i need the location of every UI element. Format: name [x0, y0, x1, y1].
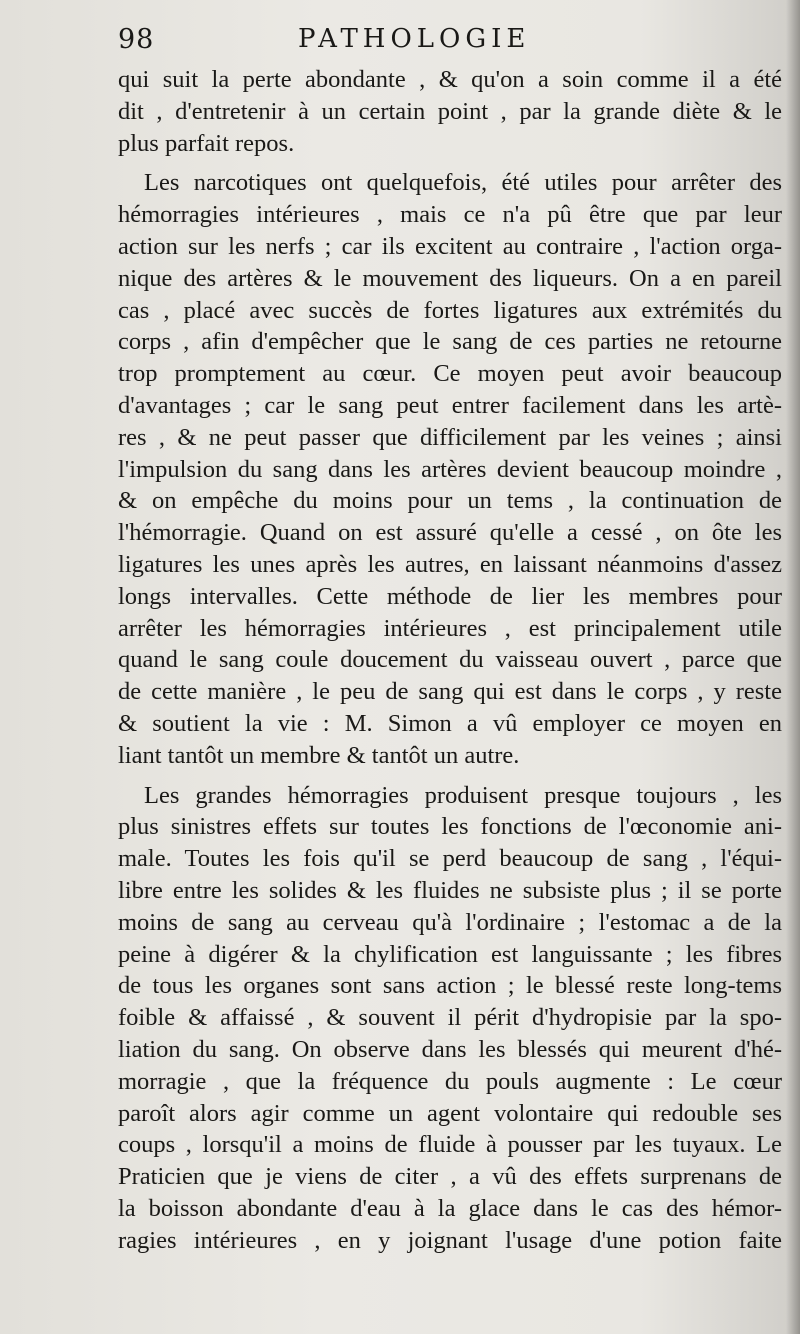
text-line: & on empêche du moins pour un tems , la continuation de — [118, 487, 782, 515]
paragraph-3 — [118, 780, 782, 1257]
text-line: cas , placé avec succès de fortes ligatures aux extrémités du — [118, 296, 782, 324]
text-line: d'avantages ; car le sang peut entrer facilement dans les artè- — [118, 391, 782, 419]
text-line: de tous les organes sont sans action ; le blessé reste long-tems — [118, 972, 782, 1000]
text-line: ragies intérieures , en y joignant l'usage d'une potion faite — [118, 1226, 782, 1254]
text-line: longs intervalles. Cette méthode de lier les membres pour — [118, 582, 782, 610]
text-line: Praticien que je viens de citer , a vû des effets surprenans de — [118, 1163, 782, 1191]
paragraph-2 — [118, 167, 782, 771]
text-line: plus parfait repos. — [118, 129, 295, 157]
page-header — [118, 20, 588, 60]
text-line: moins de sang au cerveau qu'à l'ordinaire ; l'estomac a de la — [118, 908, 782, 936]
body-text — [118, 64, 782, 1256]
text-line: trop promptement au cœur. Ce moyen peut avoir beaucoup — [118, 360, 782, 388]
text-line: paroît alors agir comme un agent volontaire qui redouble ses — [118, 1099, 782, 1127]
text-line: male. Toutes les fois qu'il se perd beaucoup de sang , l'équi- — [118, 845, 782, 873]
text-line: la boisson abondante d'eau à la glace dans le cas des hémor- — [118, 1194, 782, 1222]
text-line: de cette manière , le peu de sang qui est dans le corps , y reste — [118, 678, 782, 706]
text-line: libre entre les solides & les fluides ne subsiste plus ; il se porte — [118, 876, 782, 904]
text-line: action sur les nerfs ; car ils excitent au contraire , l'action orga- — [118, 232, 782, 260]
text-line: & soutient la vie : M. Simon a vû employer ce moyen en — [118, 709, 782, 737]
text-line: Les grandes hémorragies produisent presque toujours , les — [144, 781, 782, 809]
page-number: 98 — [118, 24, 155, 55]
paragraph-1 — [118, 64, 782, 159]
text-line: coups , lorsqu'il a moins de fluide à pousser par les tuyaux. Le — [118, 1131, 782, 1159]
text-line: foible & affaissé , & souvent il périt d'hydropisie par la spo- — [118, 1004, 782, 1032]
text-line: peine à digérer & la chylification est languissante ; les fibres — [118, 940, 782, 968]
text-line: liant tantôt un membre & tantôt un autre. — [118, 741, 520, 769]
text-line: morragie , que la fréquence du pouls augmente : Le cœur — [118, 1067, 782, 1095]
text-line: ligatures les unes après les autres, en laissant néanmoins d'assez — [118, 550, 782, 578]
text-line: nique des artères & le mouvement des liqueurs. On a en pareil — [118, 264, 782, 292]
text-line: Les narcotiques ont quelquefois, été utiles pour arrêter des — [144, 169, 782, 197]
text-line: liation du sang. On observe dans les blessés qui meurent d'hé- — [118, 1035, 782, 1063]
text-line: hémorragies intérieures , mais ce n'a pû être que par leur — [118, 201, 782, 229]
text-line: qui suit la perte abondante , & qu'on a soin comme il a été — [118, 66, 782, 93]
text-line: corps , afin d'empêcher que le sang de ces parties ne retourne — [118, 328, 782, 356]
running-title: PATHOLOGIE — [298, 24, 531, 54]
text-line: arrêter les hémorragies intérieures , est principalement utile — [118, 614, 782, 642]
page-edge-shadow — [786, 0, 800, 1334]
text-line: l'impulsion du sang dans les artères devient beaucoup moindre , — [118, 455, 782, 483]
text-line: res , & ne peut passer que difficilement par les veines ; ainsi — [118, 423, 782, 451]
text-line: plus sinistres effets sur toutes les fonctions de l'œconomie ani- — [118, 813, 782, 841]
text-line: dit , d'entretenir à un certain point , par la grande diète & le — [118, 97, 782, 125]
text-line: quand le sang coule doucement du vaisseau ouvert , parce que — [118, 646, 782, 674]
text-line: l'hémorragie. Quand on est assuré qu'elle a cessé , on ôte les — [118, 519, 782, 547]
